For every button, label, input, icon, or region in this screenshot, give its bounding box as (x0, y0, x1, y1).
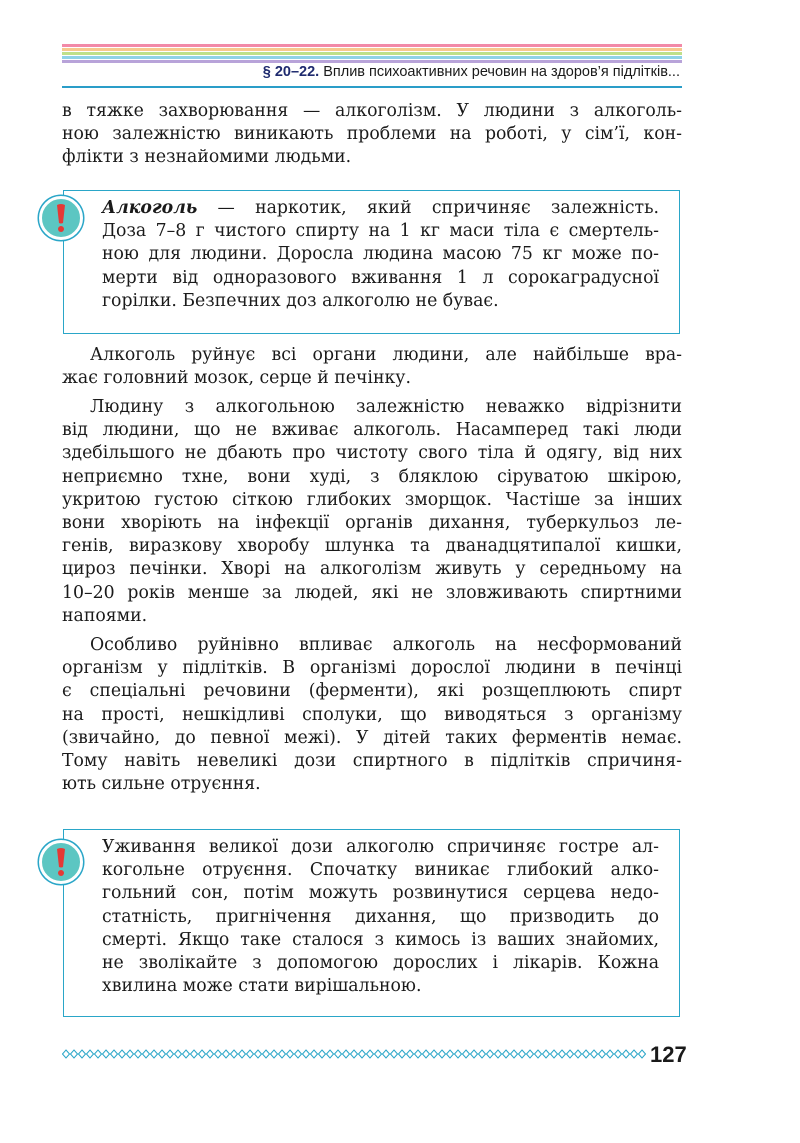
exclamation-icon (39, 196, 83, 240)
text-line: Людину з алкогольною залежністю неважко відрізнити (90, 397, 682, 417)
text-line: в тяжке захворювання — алкоголізм. У людини з алкоголь- (62, 101, 682, 121)
text-line: ною для людини. Доросла людина масою 75 кг може по- (102, 244, 659, 265)
text-line: на прості, нешкідливі сполуки, що виводяться з організму (62, 704, 682, 725)
text-line: горілки. Безпечних доз алкоголю не буває. (102, 290, 499, 311)
text-line: Тому навіть невеликі дози спиртного в підлітків спричиня- (62, 751, 682, 772)
text-line: хвилина може стати вирішальною. (102, 976, 422, 997)
text-line: вони хворіють на інфекції органів дихання, туберкульоз ле- (62, 513, 682, 534)
warning-box-alcohol-definition (63, 190, 680, 334)
exclamation-icon (39, 840, 83, 884)
text-line: напоями. (62, 605, 148, 626)
text-line: здебільшого не дбають про чистоту свого тіла й одягу, від них (62, 443, 682, 464)
header-divider (62, 86, 682, 88)
text-line: неприємно тхне, вони худі, з бляклою сіруватою шкірою, (62, 466, 682, 487)
text-line: когольне отруєння. Спочатку виникає глибокий алко- (102, 860, 659, 881)
text-line: 10–20 років менше за людей, які не зловживають спиртними (62, 582, 682, 603)
header-color-stripes (62, 44, 682, 66)
text-line: Особливо руйнівно впливає алкоголь на несформований (90, 635, 682, 655)
term-alcohol: Алкоголь (102, 198, 198, 218)
page-number: 127 (650, 1042, 687, 1067)
warning-box-alcohol-poisoning (63, 829, 680, 1017)
text-line: не зволікайте з допомогою дорослих і лікарів. Кожна (102, 953, 659, 974)
paragraph-organs (62, 344, 682, 390)
section-number: § 20–22. (262, 64, 320, 80)
text-fragment: — наркотик, який спричиняє залежність. (197, 198, 659, 218)
text-line: генів, виразкову хворобу шлунка та дванадцятипалої кишки, (62, 536, 682, 557)
text-line: організм у підлітків. В організмі дорослої людини в печінці (62, 658, 682, 679)
text-line: Уживання великої дози алкоголю спричиняє гостре ал- (102, 837, 659, 857)
text-line: статність, пригнічення дихання, що призводить до (102, 906, 659, 927)
text-line: є спеціальні речовини (ферменти), які розщеплюють спирт (62, 681, 682, 702)
text-line: мерти від одноразового вживання 1 л сорокаградусної (102, 267, 659, 288)
text-line (102, 197, 659, 220)
paragraph-teenagers (62, 634, 682, 796)
footer-diamond-border (62, 1047, 646, 1061)
text-line: смерті. Якщо таке сталося з кимось із ваших знайомих, (102, 929, 659, 950)
running-header (62, 64, 680, 80)
text-line: від людини, що не вживає алкоголь. Насамперед такі люди (62, 420, 682, 441)
text-line: (звичайно, до певної межі). У дітей таких ферментів немає. (62, 727, 682, 748)
text-line: ною залежністю виникають проблеми на роботі, у сім’ї, кон- (62, 124, 682, 145)
text-line: Алкоголь руйнує всі органи людини, але найбільше вра- (90, 345, 682, 365)
text-line: гольний сон, потім можуть розвинутися серцева недо- (102, 883, 659, 904)
text-line: укритою густою сіткою глибоких зморщок. Частіше за інших (62, 489, 682, 510)
text-line: флікти з незнайомими людьми. (62, 147, 352, 168)
paragraph-appearance (62, 396, 682, 628)
text-line: Доза 7–8 г чистого спирту на 1 кг маси тіла є смертель- (102, 221, 659, 242)
section-title: Вплив психоактивних речовин на здоров’я підлітків... (323, 64, 680, 80)
text-line: жає головний мозок, серце й печінку. (62, 368, 411, 389)
text-line: цироз печінки. Хворі на алкоголізм живуть у середньому на (62, 559, 682, 580)
intro-paragraph (62, 100, 682, 170)
text-line: ють сильне отруєння. (62, 774, 261, 795)
